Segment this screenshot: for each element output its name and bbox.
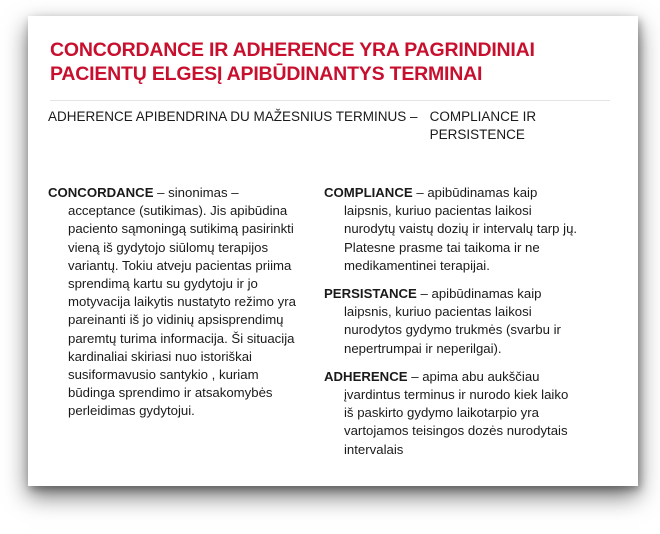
concordance-line: pareinanti iš jo vidinių apsisprendimų [68, 312, 284, 328]
subtitle-right-line-1: COMPLIANCE IR [429, 109, 537, 124]
persistance-first-line [324, 285, 614, 303]
concordance-line: paremtų turima informacija. Ši situacija [68, 330, 295, 346]
persistance-line: nepertrumpai ir neperilgai). [344, 340, 502, 356]
concordance-line: paciento sąmoningą sutikimą pasirinkti [68, 221, 294, 237]
persistance-line: laipsnis, kuriuo pacientas laikosi [344, 304, 532, 320]
compliance-line: Platesne prasme tai taikoma ir ne [344, 239, 540, 255]
adherence-line: intervalais [344, 441, 404, 457]
right-column [324, 184, 614, 469]
compliance-line: medikamentinei terapijai. [344, 257, 490, 273]
compliance-line-1: – apibūdinamas kaip [412, 185, 538, 200]
compliance-first-line [324, 184, 614, 202]
persistance-definition [324, 285, 614, 358]
persistance-line: nurodytos gydymo trukmės (svarbu ir [344, 322, 561, 338]
left-column [48, 184, 320, 431]
concordance-line: susiformavusio santykio , kuriam [68, 367, 259, 383]
compliance-term: COMPLIANCE [324, 185, 413, 200]
adherence-term: ADHERENCE [324, 368, 408, 384]
adherence-line-1: – apima abu aukščiau [407, 368, 540, 384]
compliance-definition [324, 184, 614, 275]
concordance-line: motyvacija laikytis nustatyto režimo yra [68, 294, 296, 310]
title-divider [50, 100, 610, 101]
subtitle-right-line-2: PERSISTENCE [429, 127, 525, 142]
slide-title-line-1: CONCORDANCE IR ADHERENCE YRA PAGRINDINIAI [50, 39, 535, 61]
adherence-first-line [324, 368, 614, 386]
subtitle-right [430, 108, 540, 144]
persistance-term: PERSISTANCE [324, 286, 417, 302]
adherence-line: įvardintus terminus ir nurodo kiek laiko [344, 387, 569, 403]
adherence-definition [324, 368, 614, 459]
concordance-definition [48, 184, 320, 421]
concordance-line: sprendimą kartu su gydytoju ir jo [68, 276, 258, 292]
concordance-term: CONCORDANCE [48, 185, 154, 200]
concordance-line-1: – sinonimas – [153, 185, 239, 200]
concordance-line: būdinga sprendimo ir atsakomybės [68, 385, 273, 401]
concordance-line: perleidimas gydytojui. [68, 403, 195, 419]
persistance-line-1: – apibūdinamas kaip [416, 286, 542, 302]
concordance-first-line [48, 184, 320, 202]
slide-subtitle [48, 108, 540, 144]
slide [28, 16, 638, 486]
adherence-line: iš paskirto gydymo laikotarpio yra [344, 405, 539, 421]
slide-title-line-2: PACIENTŲ ELGESĮ APIBŪDINANTYS TERMINAI [50, 63, 483, 85]
concordance-line: vieną iš gydytojo siūlomų terapijos [68, 239, 269, 255]
concordance-line: acceptance (sutikimas). Jis apibūdina [68, 203, 288, 219]
compliance-line: laipsnis, kuriuo pacientas laikosi [344, 203, 532, 219]
concordance-line: kardinaliai skiriasi nuo istoriškai [68, 348, 252, 364]
compliance-line: nurodytų vaistų dozių ir intervalų tarp jų. [344, 221, 578, 237]
subtitle-left: ADHERENCE APIBENDRINA DU MAŽESNIUS TERMINUS – [48, 109, 418, 124]
slide-title [50, 38, 535, 86]
adherence-line: vartojamos teisingos dozės nurodytais [344, 423, 568, 439]
concordance-line: variantų. Tokiu atveju pacientas priima [68, 257, 292, 273]
